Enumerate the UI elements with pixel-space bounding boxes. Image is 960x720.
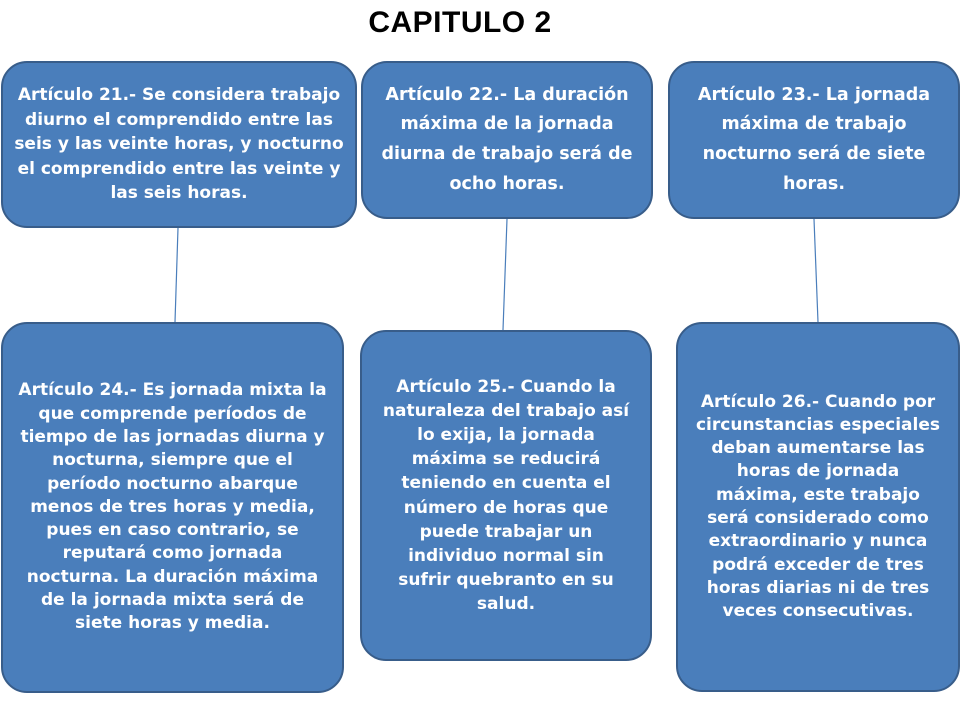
connector-22-25 bbox=[503, 219, 507, 330]
connector-23-26 bbox=[814, 219, 818, 322]
article-21-box bbox=[1, 61, 357, 228]
article-24-box bbox=[1, 322, 344, 693]
page-title: CAPITULO 2 bbox=[368, 6, 552, 39]
article-23-box bbox=[668, 61, 960, 219]
article-26-text: Artículo 26.- Cuando por circunstancias especiales deban aumentarse las horas de jornada máxima, este trabajo será considerado como extraordinario y nunca podrá exceder de tres horas diarias ni de tres veces consecutivas. bbox=[695, 391, 940, 622]
article-21-text: Artículo 21.- Se considera trabajo diurno el comprendido entre las seis y las veinte horas, y nocturno el comprendido entre las veinte y las seis horas. bbox=[14, 85, 344, 204]
article-24-text: Artículo 24.- Es jornada mixta la que comprende períodos de tiempo de las jornadas diurna y nocturna, siempre que el período nocturno abarque menos de tres horas y media, pues en caso contrario, se reputará como jornada nocturna. La duración máxima de la jornada mixta será de siete horas y media. bbox=[18, 380, 327, 634]
article-22-text: Artículo 22.- La duración máxima de la jornada diurna de trabajo será de ocho horas. bbox=[381, 84, 633, 194]
article-23-text: Artículo 23.- La jornada máxima de trabajo nocturno será de siete horas. bbox=[697, 84, 931, 194]
article-25-text: Artículo 25.- Cuando la naturaleza del trabajo así lo exija, la jornada máxima se reducirá teniendo en cuenta el número de horas que puede trabajar un individuo normal sin sufrir quebranto en su salud. bbox=[382, 376, 630, 614]
article-22-box bbox=[361, 61, 653, 219]
article-25-box bbox=[360, 330, 652, 661]
connector-21-24 bbox=[175, 228, 178, 322]
article-26-box bbox=[676, 322, 960, 692]
